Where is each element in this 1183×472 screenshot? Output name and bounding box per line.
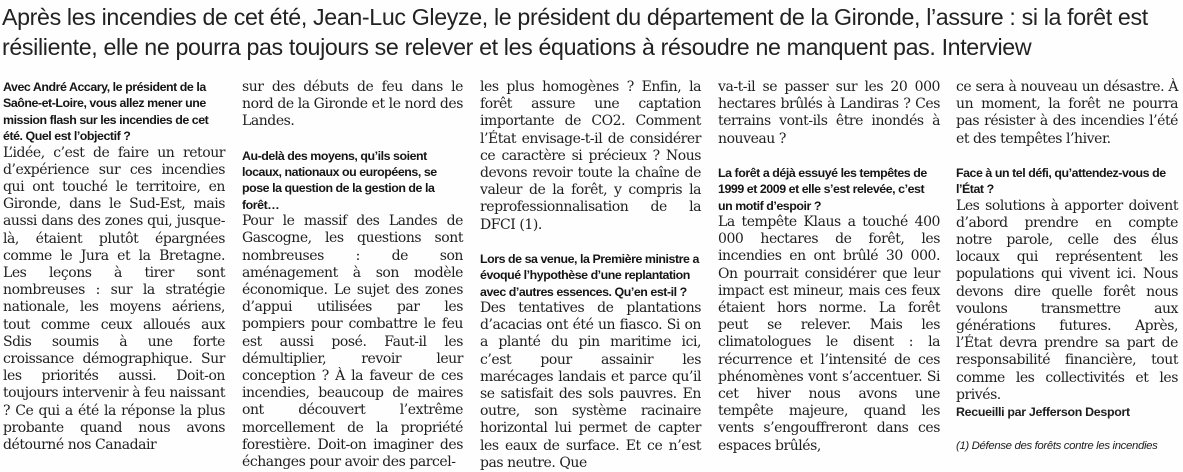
article-lead: Après les incendies de cet été, Jean-Luc Gleyze, le président du département de la Gironde, l’assure : si la forêt est résiliente, elle ne pourra pas toujours se relever et les équations à résoudre ne manquent pas. Interview (2, 4, 1148, 60)
question-3: Lors de sa venue, la Première ministre a évoqué l’hypothèse d’une replantation avec d’autres essences. Qu’en est-il ? (480, 251, 699, 299)
answer-5: Les solutions à apporter doivent d’abord prendre en compte notre parole, celle des élus locaux qui représentent les populations qui vivent ici. Nous devons dire quelle forêt nous voulons transmettre aux générations futures. Après, l’État devra prendre sa part de responsabilité financière, tout comme les collectivités et les privés. (956, 197, 1178, 403)
question-5: Face à un tel défi, qu’attendez-vous de l’État ? (956, 165, 1166, 197)
question-1: Avec André Accary, le président de la Saône-et-Loire, vous allez mener une mission flash sur les incendies de cet été. Quel est l’objectif ? (3, 80, 209, 144)
answer-3-continued: va-t-il se passer sur les 20 000 hectares brûlés à Landiras ? Ces terrains vont-ils être inondés à nouveau ? (718, 79, 940, 147)
question-2: Au-delà des moyens, qu’ils soient locaux, nationaux ou européens, se pose la question de la gestion de la forêt… (242, 148, 437, 212)
column-3 (480, 79, 701, 471)
footnote: (1) Défense des forêts contre les incendies (956, 440, 1158, 453)
answer-3: Des tentatives de plantations d’acacias ont été un fiasco. Si on a planté du pin maritime ici, c’est pour assainir les marécages landais et parce qu’il se satisfait des sols pauvres. En outre, son système racinaire horizontal lui permet de capter les eaux de surface. Et ce n’est pas neutre. Que (480, 300, 701, 471)
byline: Recueilli par Jefferson Desport (956, 405, 1130, 420)
column-5 (956, 79, 1178, 461)
answer-1-continued: sur des débuts de feu dans le nord de la Gironde et le nord des Landes. (242, 79, 463, 130)
answer-4: La tempête Klaus a touché 400 000 hectares de forêt, les incendies en ont brûlé 30 000. On pourrait considérer que leur impact est mineur, mais ces feux étaient hors norme. La forêt peut se relever. Mais les climatologues le disent : la récurrence et l’intensité de ces phénomènes vont s’accentuer. Si cet hiver nous avons une tempête majeure, quand les vents s’engouffreront dans ces espaces brûlés, (718, 214, 940, 454)
column-4 (718, 79, 940, 461)
column-2 (242, 79, 463, 471)
column-1 (3, 79, 225, 461)
answer-1: L’idée, c’est de faire un retour d’expérience sur ces incendies qui ont touché le territoire, en Gironde, dans le Sud-Est, mais aussi dans des zones qui, jusque-là, étaient plutôt épargnées comme le Jura et la Bretagne. Les leçons à tirer sont nombreuses : sur la stratégie nationale, les moyens aériens, tout comme ceux alloués aux Sdis soumis à une forte croissance démographique. Sur les priorités aussi. Doit-on toujours intervenir à feu naissant ? Ce qui a été la réponse la plus probante quand nous avons détourné nos Canadair (3, 144, 225, 454)
article-columns (3, 79, 1183, 471)
answer-2-continued: les plus homogènes ? Enfin, la forêt assure une captation importante de CO2. Comment l’État envisage-t-il de considérer ce caractère si précieux ? Nous devons revoir toute la chaîne de valeur de la forêt, y compris la reprofessionnalisation de la DFCI (1). (480, 79, 701, 233)
answer-4-continued: ce sera à nouveau un désastre. À un moment, la forêt ne pourra pas résister à des incendies l’été et des tempêtes l’hiver. (956, 79, 1178, 147)
answer-2: Pour le massif des Landes de Gascogne, les questions sont nombreuses : de son aménagement à son modèle économique. Le sujet des zones d’appui utilisées par les pompiers pour combattre le feu est aussi posé. Faut-il les démultiplier, revoir leur conception ? À la faveur de ces incendies, beaucoup de maires ont découvert l’extrême morcellement de la propriété forestière. Doit-on imaginer des échanges pour avoir des parcel- (242, 213, 463, 471)
question-4: La forêt a déjà essuyé les tempêtes de 1999 et 2009 et elle s’est relevée, c’est un motif d’espoir ? (718, 165, 927, 213)
